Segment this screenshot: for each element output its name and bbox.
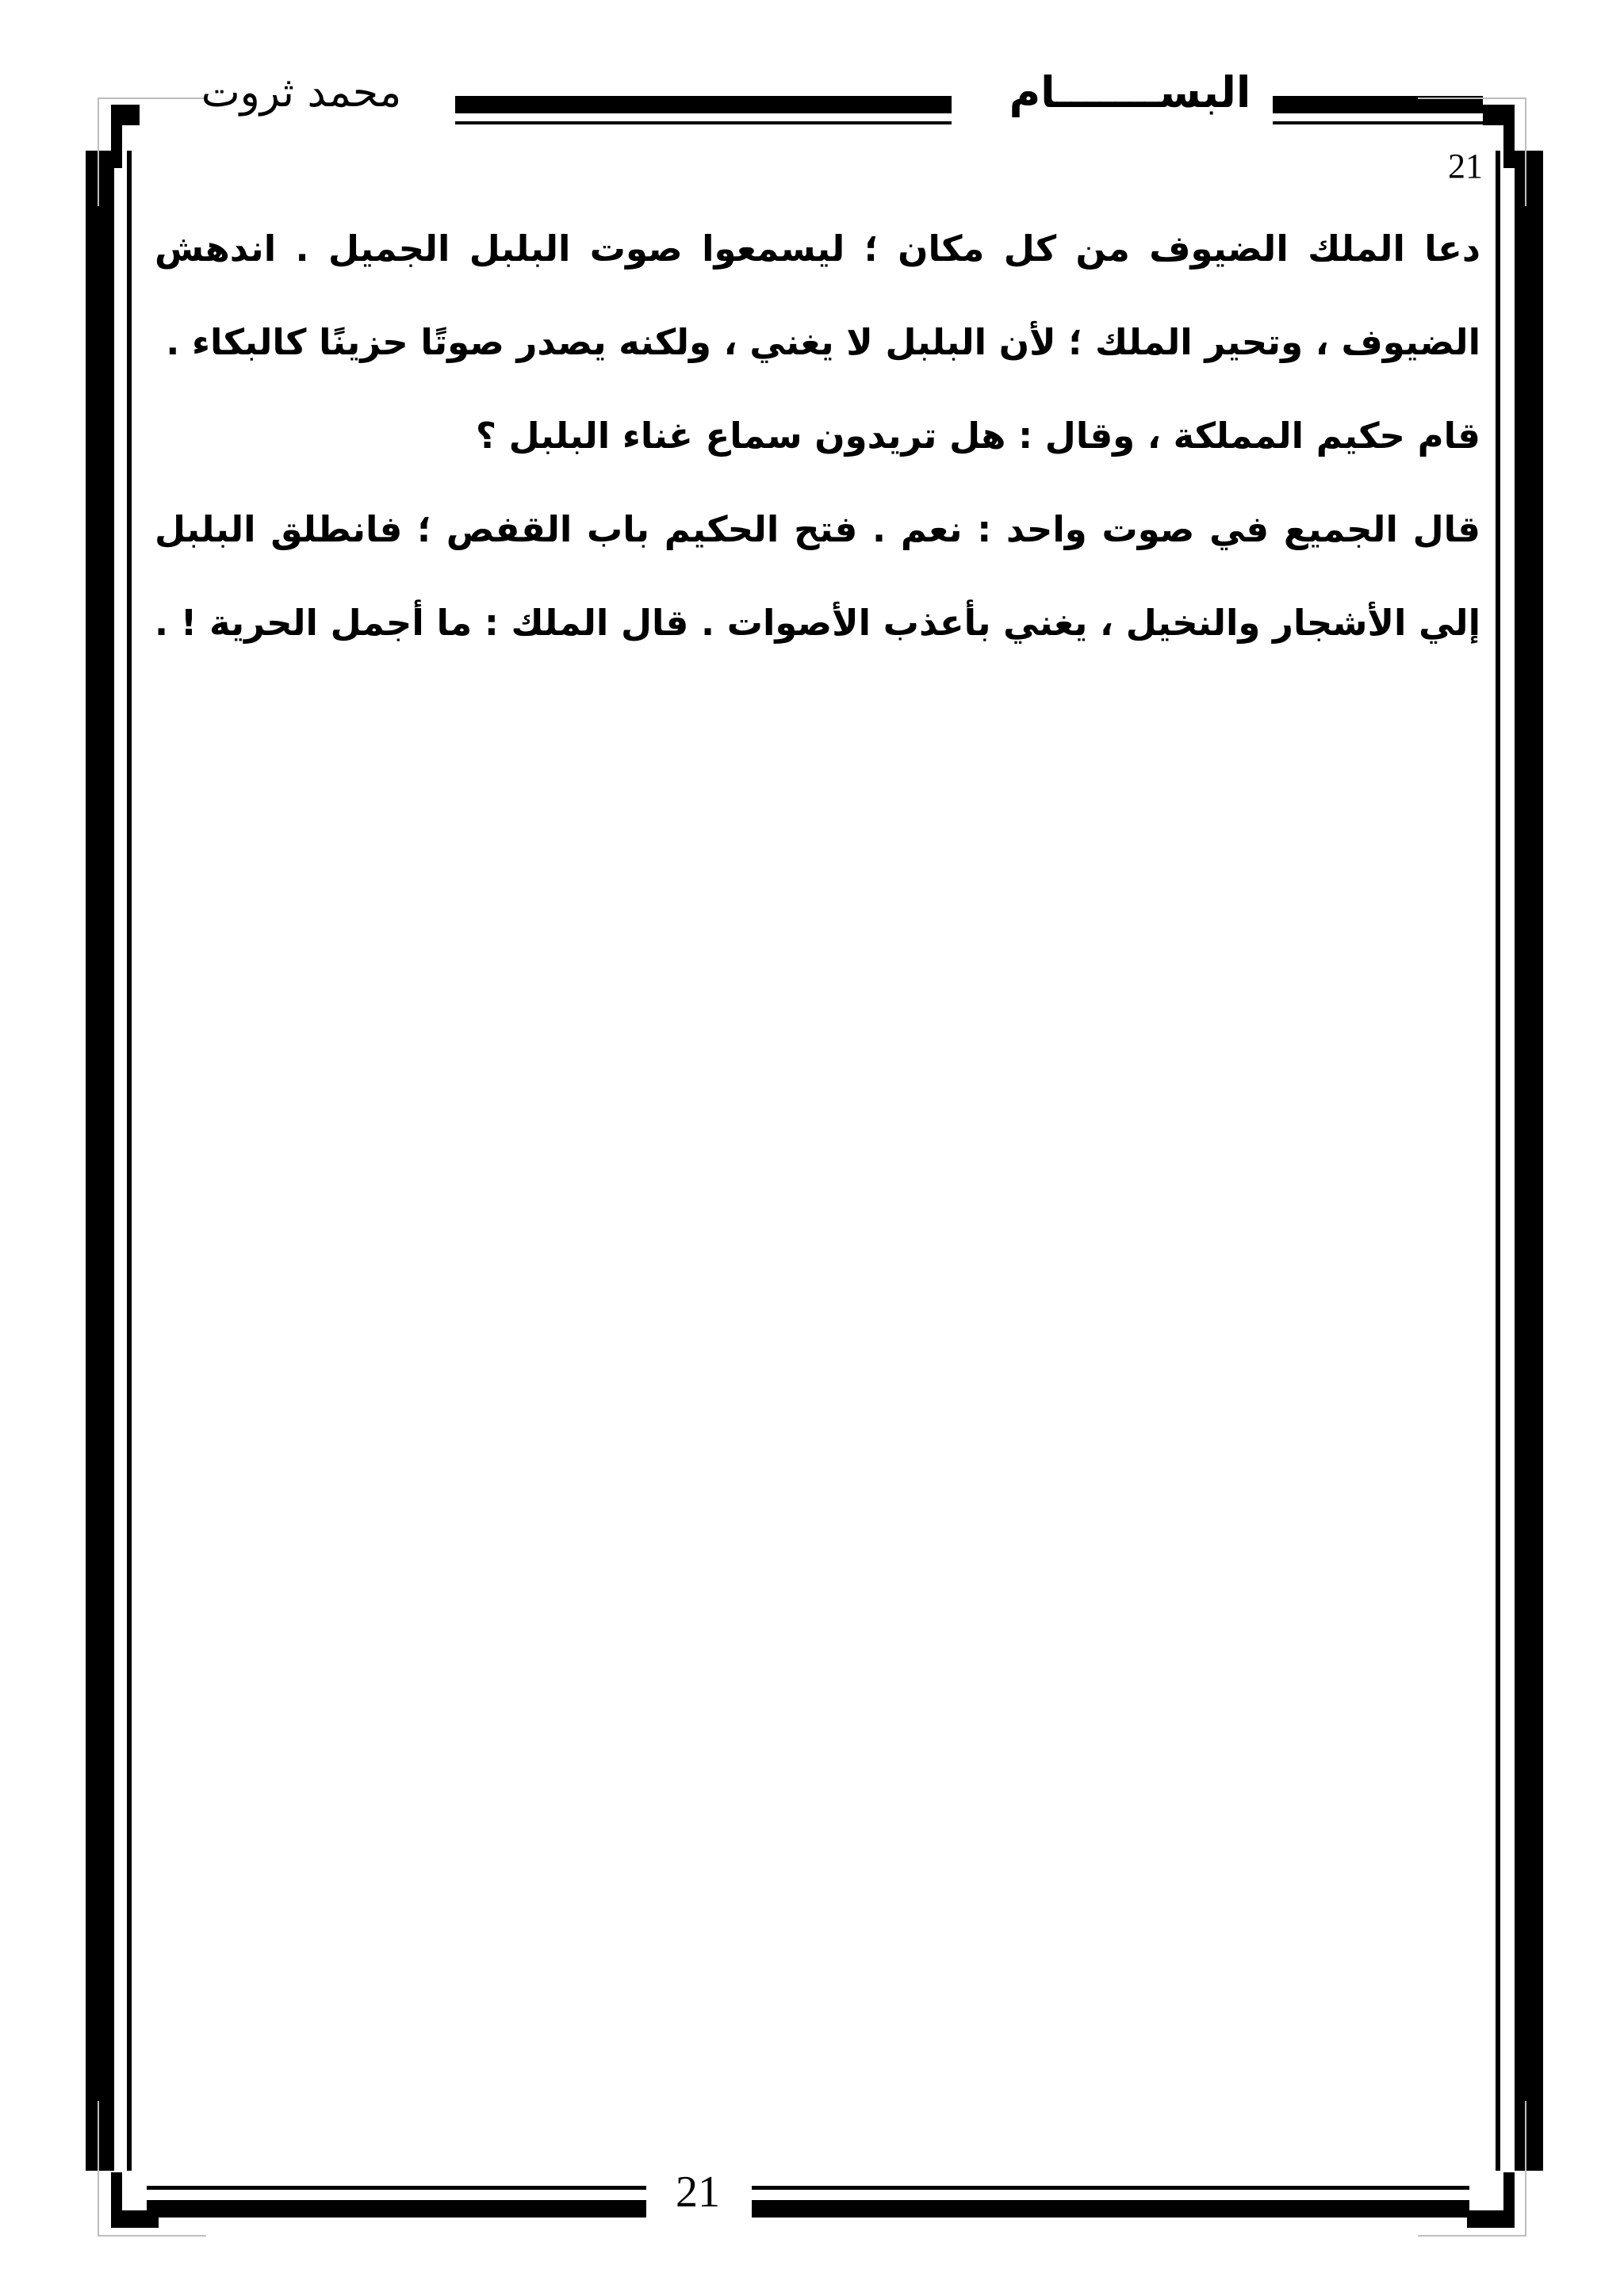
paragraph-1: دعا الملك الضيوف من كل مكان ؛ ليسمعوا صوت البلبل الجميل . اندهش الضيوف ، وتحير الملك ؛ لأن البلبل لا يغني ، ولكنه يصدر صوتًا حزينًا كالبكاء .: [155, 228, 1480, 363]
paragraph-3: قال الجميع في صوت واحد : نعم . فتح الحكيم باب القفص ؛ فانطلق البلبل إلي الأشجار والنخيل ، يغني بأعذب الأصوات . قال الملك : ما أجمل الحرية ! .: [155, 508, 1480, 644]
page-number-bottom: 21: [676, 2168, 720, 2217]
story-text: [155, 202, 1480, 670]
book-title: البســـــــام: [1009, 67, 1251, 117]
author-name: محمد ثروت: [201, 69, 402, 117]
page-number-top: 21: [1448, 147, 1483, 186]
paragraph-2: قام حكيم المملكة ، وقال : هل تريدون سماع غناء البلبل ؟: [475, 415, 1480, 457]
